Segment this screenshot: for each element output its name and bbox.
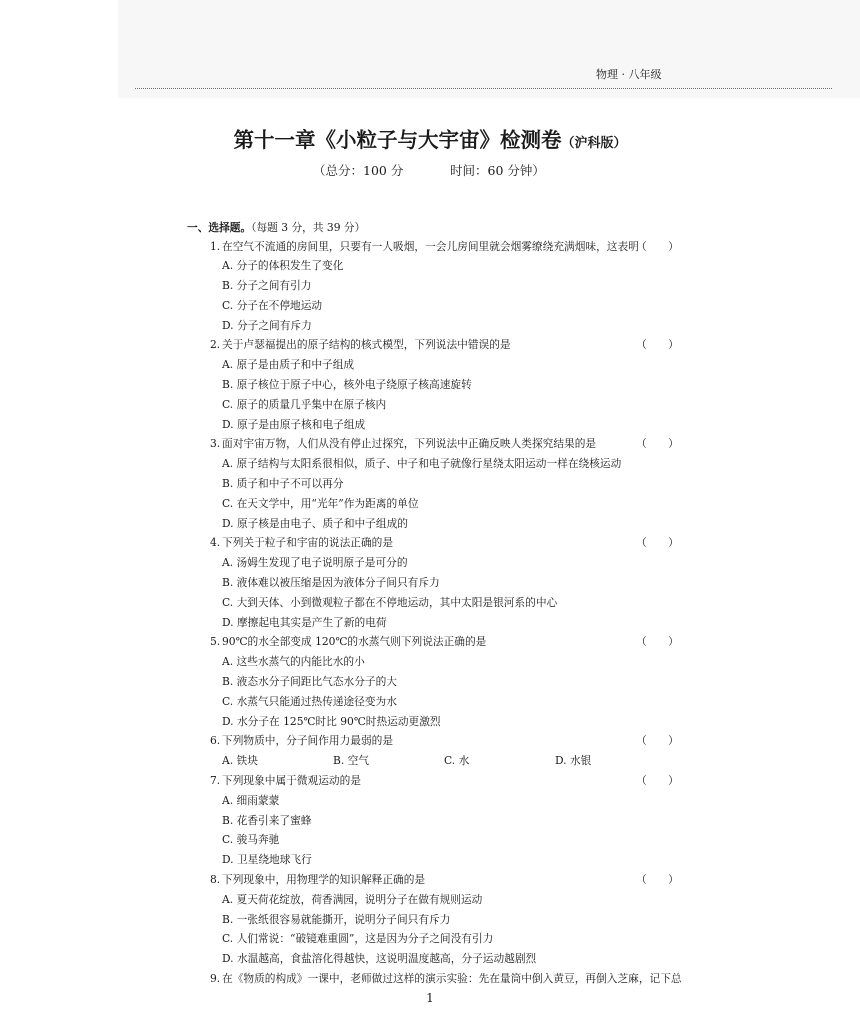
title-main: 第十一章《小粒子与大宇宙》检测卷 — [233, 128, 562, 152]
title-edition: （沪科版） — [561, 136, 627, 151]
option-b: B. 液体难以被压缩是因为液体分子间只有斥力 — [222, 576, 440, 590]
option-b: B. 花香引来了蜜蜂 — [222, 813, 312, 827]
option-a: A. 分子的体积发生了变化 — [222, 259, 344, 273]
question-1 — [210, 237, 682, 336]
option-d: D. 原子是由原子核和电子组成 — [222, 417, 366, 431]
answer-bracket: （ ） — [636, 734, 679, 748]
option-c: C. 分子在不停地运动 — [222, 298, 323, 312]
option-d: D. 水温越高，食盐溶化得越快，这说明温度越高，分子运动越剧烈 — [222, 952, 537, 966]
option-b: B. 一张纸很容易就能撕开，说明分子间只有斥力 — [222, 912, 451, 926]
question-text: 在《物质的构成》一课中，老师做过这样的演示实验：先在量筒中倒入黄豆，再倒入芝麻，记下总 — [222, 971, 682, 985]
answer-bracket: （ ） — [636, 873, 679, 886]
question-4 — [210, 533, 682, 632]
page-title — [0, 126, 860, 158]
option-d: D. 摩擦起电其实是产生了新的电荷 — [222, 615, 387, 629]
question-stem — [210, 870, 682, 890]
option-b: B. 原子核位于原子中心，核外电子绕原子核高速旋转 — [222, 378, 472, 392]
page-number: 1 — [426, 991, 434, 1005]
question-text: 下列现象中，用物理学的知识解释正确的是 — [222, 873, 426, 886]
option-c: C. 人们常说：“破镜难重圆”，这是因为分子之间没有引力 — [222, 932, 494, 946]
question-text: 下列关于粒子和宇宙的说法正确的是 — [222, 536, 394, 550]
question-text: 在空气不流通的房间里，只要有一人吸烟，一会儿房间里就会烟雾缭绕充满烟味，这表明 — [222, 239, 639, 253]
question-stem — [210, 632, 682, 652]
answer-bracket: （ ） — [636, 239, 679, 253]
total-score: （总分：100 分 — [313, 163, 404, 178]
option-c: C. 在天文学中，用“光年”作为距离的单位 — [222, 496, 419, 510]
option-d: D. 水银 — [555, 754, 592, 768]
option-a: A. 细雨蒙蒙 — [222, 793, 280, 807]
question-7 — [210, 771, 682, 870]
question-number: 2. — [210, 338, 221, 352]
option-a: A. 这些水蒸气的内能比水的小 — [222, 655, 365, 669]
question-number: 4. — [210, 536, 221, 550]
question-number: 3. — [210, 437, 221, 451]
section-note: （每题 3 分，共 39 分） — [251, 221, 366, 234]
question-text: 关于卢瑟福提出的原子结构的核式模型，下列说法中错误的是 — [222, 338, 511, 352]
header-dotted-divider — [135, 88, 832, 89]
option-row — [210, 751, 682, 771]
subject-grade-label: 物理 · 八年级 — [596, 68, 662, 81]
answer-bracket: （ ） — [636, 774, 679, 788]
answer-bracket: （ ） — [636, 338, 679, 352]
option-a: A. 铁块 — [222, 754, 258, 768]
option-c: C. 水蒸气只能通过热传递途径变为水 — [222, 694, 397, 708]
question-5 — [210, 632, 682, 731]
option-b: B. 空气 — [333, 754, 370, 768]
question-number: 6. — [210, 734, 221, 748]
question-number: 5. — [210, 635, 221, 649]
option-b: B. 分子之间有引力 — [222, 279, 312, 293]
question-list — [210, 237, 682, 989]
question-9 — [210, 969, 682, 989]
section-heading: 一、选择题。 — [187, 221, 252, 234]
option-c: C. 原子的质量几乎集中在原子核内 — [222, 397, 387, 411]
answer-bracket: （ ） — [636, 536, 679, 550]
option-c: C. 骏马奔驰 — [222, 833, 280, 847]
option-a: A. 汤姆生发现了电子说明原子是可分的 — [222, 556, 408, 570]
option-d: D. 分子之间有斥力 — [222, 318, 312, 332]
question-text: 90℃的水全部变成 120℃的水蒸气则下列说法正确的是 — [222, 635, 487, 649]
option-d: D. 水分子在 125℃时比 90℃时热运动更激烈 — [222, 714, 441, 728]
option-b: B. 液态水分子间距比气态水分子的大 — [222, 675, 397, 689]
question-text: 面对宇宙万物，人们从没有停止过探究，下列说法中正确反映人类探究结果的是 — [222, 437, 597, 451]
question-3 — [210, 434, 682, 533]
question-text: 下列现象中属于微观运动的是 — [222, 774, 361, 788]
question-stem — [210, 533, 682, 553]
question-stem — [210, 969, 682, 989]
question-stem — [210, 237, 682, 257]
question-stem — [210, 731, 682, 751]
question-2 — [210, 335, 682, 434]
option-b: B. 质子和中子不可以再分 — [222, 477, 344, 491]
question-6 — [210, 731, 682, 771]
question-number: 9. — [210, 971, 221, 985]
time-limit: 时间：60 分钟） — [450, 163, 545, 178]
option-a: A. 原子是由质子和中子组成 — [222, 358, 355, 372]
question-number: 7. — [210, 774, 221, 788]
question-stem — [210, 335, 682, 355]
question-text: 下列物质中，分子间作用力最弱的是 — [222, 734, 394, 748]
option-d: D. 原子核是由电子、质子和中子组成的 — [222, 516, 408, 530]
section-header — [187, 218, 365, 238]
header-band — [118, 0, 860, 98]
question-stem — [210, 434, 682, 454]
answer-bracket: （ ） — [636, 635, 679, 649]
option-d: D. 卫星绕地球飞行 — [222, 853, 312, 867]
answer-bracket: （ ） — [636, 437, 679, 451]
option-a: A. 夏天荷花绽放，荷香满园，说明分子在做有规则运动 — [222, 892, 483, 906]
option-a: A. 原子结构与太阳系很相似，质子、中子和电子就像行星绕太阳运动一样在绕核运动 — [222, 457, 622, 471]
question-number: 8. — [210, 873, 221, 886]
question-number: 1. — [210, 239, 221, 253]
question-stem — [210, 771, 682, 791]
question-8 — [210, 870, 682, 969]
option-c: C. 大到天体、小到微观粒子都在不停地运动，其中太阳是银河系的中心 — [222, 595, 558, 609]
option-c: C. 水 — [444, 754, 470, 768]
